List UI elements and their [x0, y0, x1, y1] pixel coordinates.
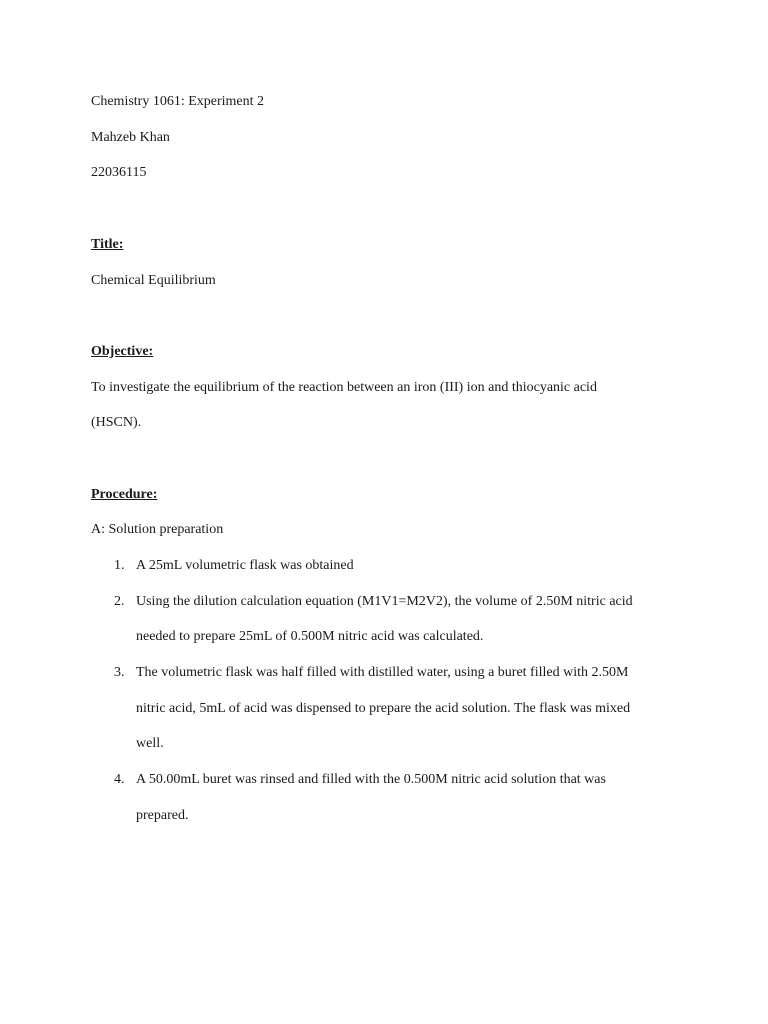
title-heading: Title: [91, 237, 124, 252]
student-id: 22036115 [91, 165, 147, 180]
list-item-number: 2. [114, 594, 125, 609]
list-item-line: The volumetric flask was half filled with distilled water, using a buret filled with 2.50M [136, 665, 629, 680]
author-name: Mahzeb Khan [91, 130, 170, 145]
list-item-number: 4. [114, 772, 125, 787]
procedure-subheading: A: Solution preparation [91, 522, 224, 537]
list-item-line: A 50.00mL buret was rinsed and filled with the 0.500M nitric acid solution that was [136, 772, 606, 787]
list-item-line: nitric acid, 5mL of acid was dispensed to prepare the acid solution. The flask was mixed [136, 701, 631, 716]
list-item-number: 3. [114, 665, 125, 680]
list-item-line: prepared. [136, 808, 189, 823]
course-title: Chemistry 1061: Experiment 2 [91, 94, 265, 109]
list-item-line: needed to prepare 25mL of 0.500M nitric acid was calculated. [136, 629, 484, 644]
list-item-line: well. [136, 736, 164, 751]
list-item-line: A 25mL volumetric flask was obtained [136, 558, 354, 573]
objective-line: To investigate the equilibrium of the reaction between an iron (III) ion and thiocyanic acid [91, 380, 597, 395]
list-item-number: 1. [114, 558, 125, 573]
list-item-line: Using the dilution calculation equation (M1V1=M2V2), the volume of 2.50M nitric acid [136, 594, 633, 609]
procedure-heading: Procedure: [91, 487, 158, 502]
objective-line: (HSCN). [91, 415, 142, 430]
objective-heading: Objective: [91, 344, 154, 359]
title-text: Chemical Equilibrium [91, 273, 216, 288]
